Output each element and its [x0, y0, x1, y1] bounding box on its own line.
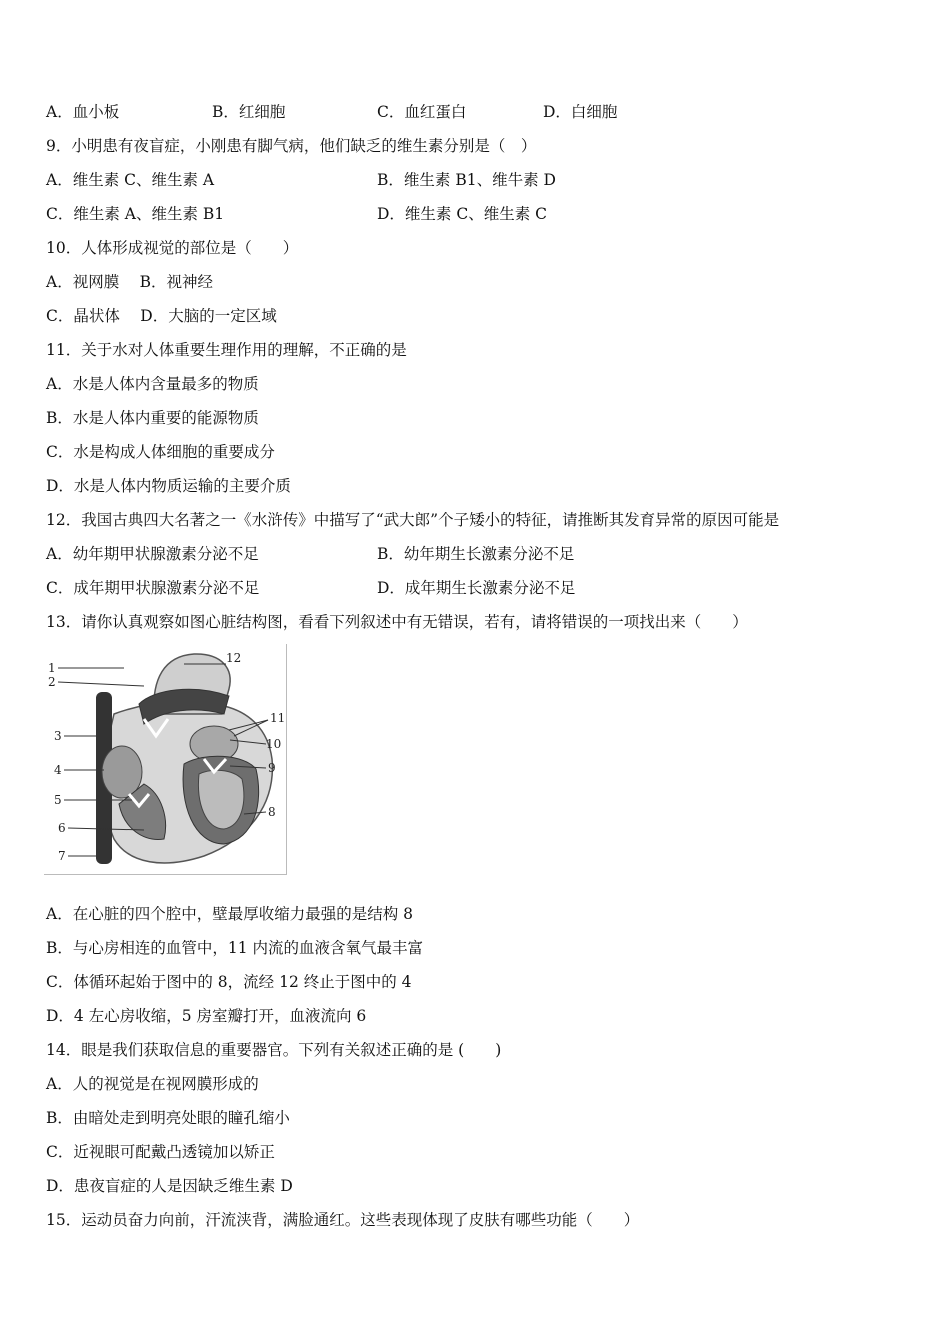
q13-option-b: B．与心房相连的血管中，11 内流的血液含氧气最丰富: [46, 939, 424, 957]
heart-diagram: [44, 644, 286, 874]
q9-option-d: D．维生素 C、维生素 C: [377, 205, 548, 223]
q11-stem: 11．关于水对人体重要生理作用的理解，不正确的是: [46, 341, 407, 359]
q13-stem: 13．请你认真观察如图心脏结构图，看看下列叙述中有无错误，若有，请将错误的一项找出来（ ）: [46, 613, 748, 631]
heart-structure-figure: [44, 644, 287, 875]
q9-option-b: B．维生素 B1、维牛素 D: [377, 171, 556, 189]
q10-stem: 10．人体形成视觉的部位是（ ）: [46, 239, 299, 257]
heart-label-9: 9: [268, 761, 276, 775]
q9-option-c: C．维生素 A、维生素 B1: [46, 205, 225, 223]
q14-option-d: D．患夜盲症的人是因缺乏维生素 D: [46, 1177, 293, 1195]
q14-option-c: C．近视眼可配戴凸透镜加以矫正: [46, 1143, 275, 1161]
heart-label-2: 2: [48, 675, 56, 689]
heart-label-8: 8: [268, 805, 276, 819]
q10-options-row-2: C．晶状体 D．大脑的一定区域: [46, 307, 277, 325]
q8-option-b: B．红细胞: [212, 103, 286, 121]
q10-options-row-1: A．视网膜 B．视神经: [46, 273, 214, 291]
q11-option-a: A．水是人体内含量最多的物质: [46, 375, 259, 393]
q13-option-c: C．体循环起始于图中的 8，流经 12 终止于图中的 4: [46, 973, 412, 991]
q12-stem: 12．我国古典四大名著之一《水浒传》中描写了“武大郎”个子矮小的特征，请推断其发育异常的原因可能是: [46, 511, 780, 529]
q12-option-b: B．幼年期生长激素分泌不足: [377, 545, 575, 563]
q8-option-c: C．血红蛋白: [377, 103, 467, 121]
heart-label-1: 1: [48, 661, 56, 675]
q14-stem: 14．眼是我们获取信息的重要器官。下列有关叙述正确的是 ( ): [46, 1041, 502, 1059]
q11-option-b: B．水是人体内重要的能源物质: [46, 409, 259, 427]
q14-option-a: A．人的视觉是在视网膜形成的: [46, 1075, 259, 1093]
heart-label-7: 7: [58, 849, 66, 863]
q12-option-a: A．幼年期甲状腺激素分泌不足: [46, 545, 259, 563]
q12-option-d: D．成年期生长激素分泌不足: [377, 579, 576, 597]
q13-option-a: A．在心脏的四个腔中，壁最厚收缩力最强的是结构 8: [46, 905, 413, 923]
heart-label-3: 3: [54, 729, 62, 743]
q9-stem: 9．小明患有夜盲症，小刚患有脚气病，他们缺乏的维生素分别是（ ）: [46, 137, 537, 155]
q9-option-a: A．维生素 C、维生素 A: [46, 171, 215, 189]
q14-option-b: B．由暗处走到明亮处眼的瞳孔缩小: [46, 1109, 290, 1127]
q8-option-d: D．白细胞: [543, 103, 618, 121]
q13-option-d: D．4 左心房收缩，5 房室瓣打开，血液流向 6: [46, 1007, 367, 1025]
heart-label-5: 5: [54, 793, 62, 807]
heart-label-6: 6: [58, 821, 66, 835]
q11-option-c: C．水是构成人体细胞的重要成分: [46, 443, 275, 461]
heart-label-11: 11: [270, 711, 286, 725]
q12-option-c: C．成年期甲状腺激素分泌不足: [46, 579, 260, 597]
heart-label-10: 10: [266, 737, 282, 751]
heart-label-4: 4: [54, 763, 62, 777]
q15-stem: 15．运动员奋力向前，汗流浃背，满脸通红。这些表现体现了皮肤有哪些功能（ ）: [46, 1211, 640, 1229]
heart-label-12: 12: [226, 651, 242, 665]
q8-option-a: A．血小板: [46, 103, 120, 121]
q11-option-d: D．水是人体内物质运输的主要介质: [46, 477, 291, 495]
